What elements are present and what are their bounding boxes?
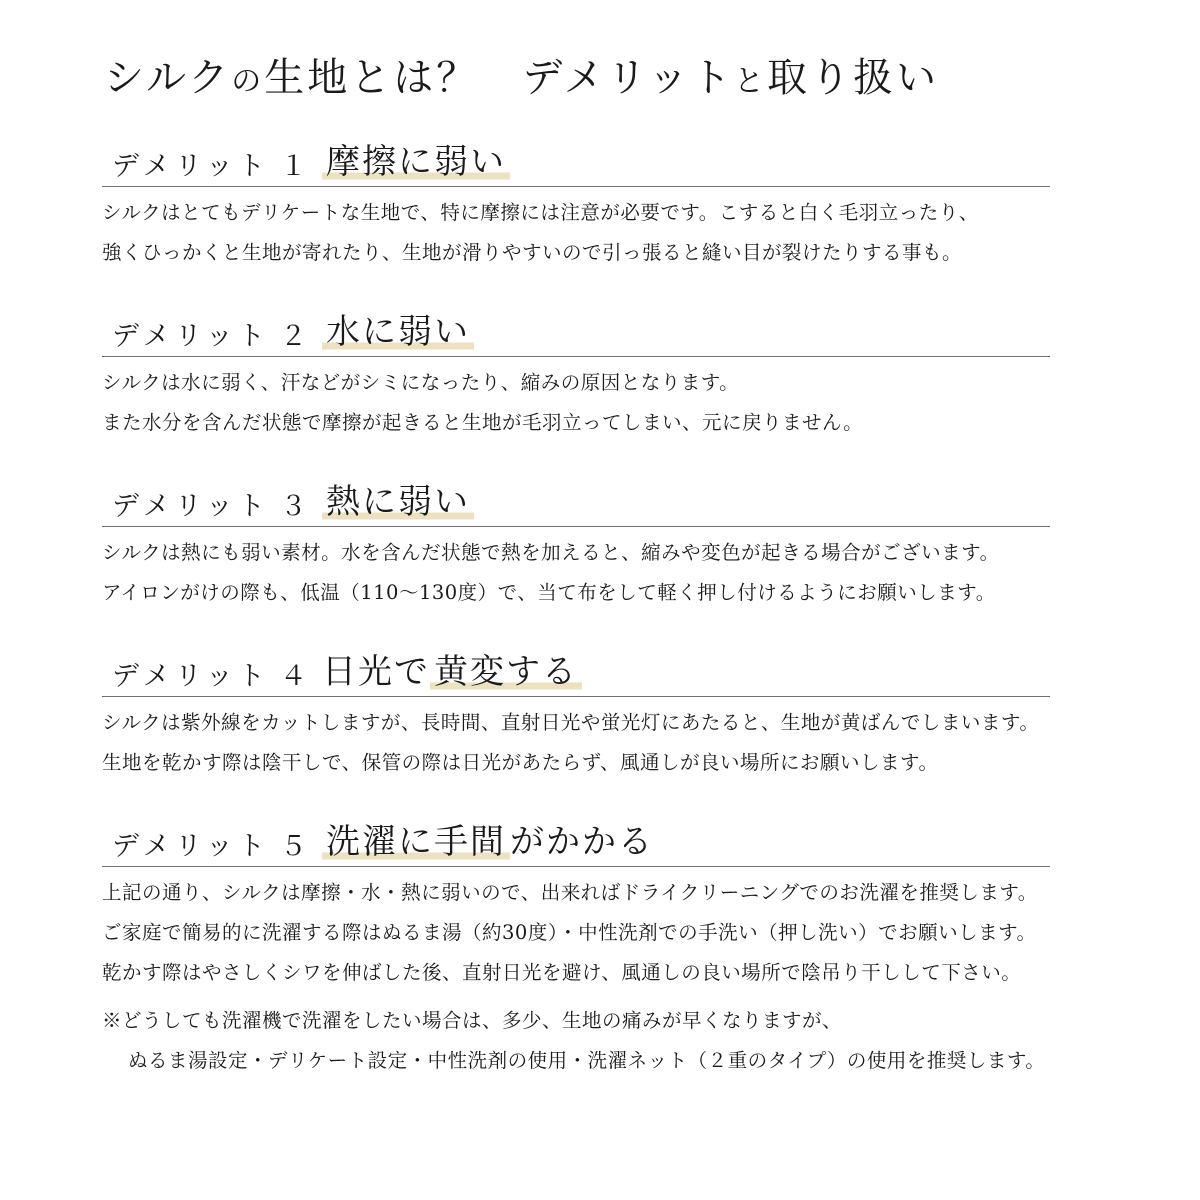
section-divider [102, 866, 1050, 867]
section-label: デメリット １ [112, 151, 312, 182]
section-topic: 水に弱い [322, 310, 474, 354]
body-line: ご家庭で簡易的に洗濯する際はぬるま湯（約30度）・中性洗剤での手洗い（押し洗い）でお願いします。 [102, 921, 1037, 944]
section-demerit-3 [102, 478, 1050, 613]
section-heading [102, 138, 1050, 186]
body-line: アイロンがけの際も、低温（110～130度）で、当て布をして軽く押し付けるようにお願いします。 [102, 581, 996, 604]
section-label: デメリット ５ [112, 831, 312, 862]
section-body [102, 533, 1050, 613]
section-body [102, 193, 1050, 273]
section-divider [102, 356, 1050, 357]
section-heading [102, 308, 1050, 356]
section-topic: 洗濯に手間 がかかる [322, 820, 654, 864]
page-title [104, 50, 1104, 110]
title-part-4: と [734, 64, 768, 99]
body-line: 生地を乾かす際は陰干しで、保管の際は日光があたらず、風通しが良い場所にお願いします。 [102, 751, 939, 774]
section-body [102, 873, 1050, 993]
section-body [102, 363, 1050, 443]
section-demerit-4 [102, 648, 1050, 783]
title-part-5: 取り扱い [767, 55, 940, 101]
section-demerit-1 [102, 138, 1050, 273]
body-line: シルクは紫外線をカットしますが、長時間、直射日光や蛍光灯にあたると、生地が黄ばんでしまいます。 [102, 711, 1040, 734]
section-demerit-5 [102, 818, 1050, 1081]
body-line: シルクは熱にも弱い素材。水を含んだ状態で熱を加えると、縮みや変色が起きる場合がございます。 [102, 541, 1000, 564]
title-part-2: の [231, 64, 265, 99]
section-body [102, 703, 1050, 783]
section-label: デメリット ４ [112, 661, 312, 692]
washing-machine-note [102, 1001, 1050, 1081]
section-topic: 熱に弱い [322, 480, 474, 524]
body-line: また水分を含んだ状態で摩擦が起きると生地が毛羽立ってしまい、元に戻りません。 [102, 411, 864, 434]
section-divider [102, 526, 1050, 527]
body-line: 乾かす際はやさしくシワを伸ばした後、直射日光を避け、風通しの良い場所で陰吊り干しして下さい。 [102, 961, 1022, 984]
section-heading [102, 818, 1050, 866]
section-divider [102, 186, 1050, 187]
section-heading [102, 478, 1050, 526]
note-line: ※どうしても洗濯機で洗濯をしたい場合は、多少、生地の痛みが早くなりますが、 [102, 1009, 843, 1032]
section-topic: 日光で 黄変する [322, 650, 582, 694]
body-line: 強くひっかくと生地が寄れたり、生地が滑りやすいので引っ張ると縫い目が裂けたりする事も。 [102, 241, 963, 264]
body-line: 上記の通り、シルクは摩擦・水・熱に弱いので、出来ればドライクリーニングでのお洗濯を推奨します。 [102, 881, 1038, 904]
section-demerit-2 [102, 308, 1050, 443]
title-part-1: シルク [104, 55, 232, 101]
section-label: デメリット ３ [112, 491, 312, 522]
title-part-3: 生地とは？ デメリット [264, 55, 735, 101]
body-line: シルクは水に弱く、汗などがシミになったり、縮みの原因となります。 [102, 371, 740, 394]
note-line: ぬるま湯設定・デリケート設定・中性洗剤の使用・洗濯ネット（２重のタイプ）の使用を推奨します。 [128, 1049, 1046, 1072]
section-label: デメリット ２ [112, 321, 312, 352]
section-heading [102, 648, 1050, 696]
section-topic: 摩擦に弱い [322, 140, 510, 184]
body-line: シルクはとてもデリケートな生地で、特に摩擦には注意が必要です。こすると白く毛羽立ったり、 [102, 201, 979, 224]
section-divider [102, 696, 1050, 697]
